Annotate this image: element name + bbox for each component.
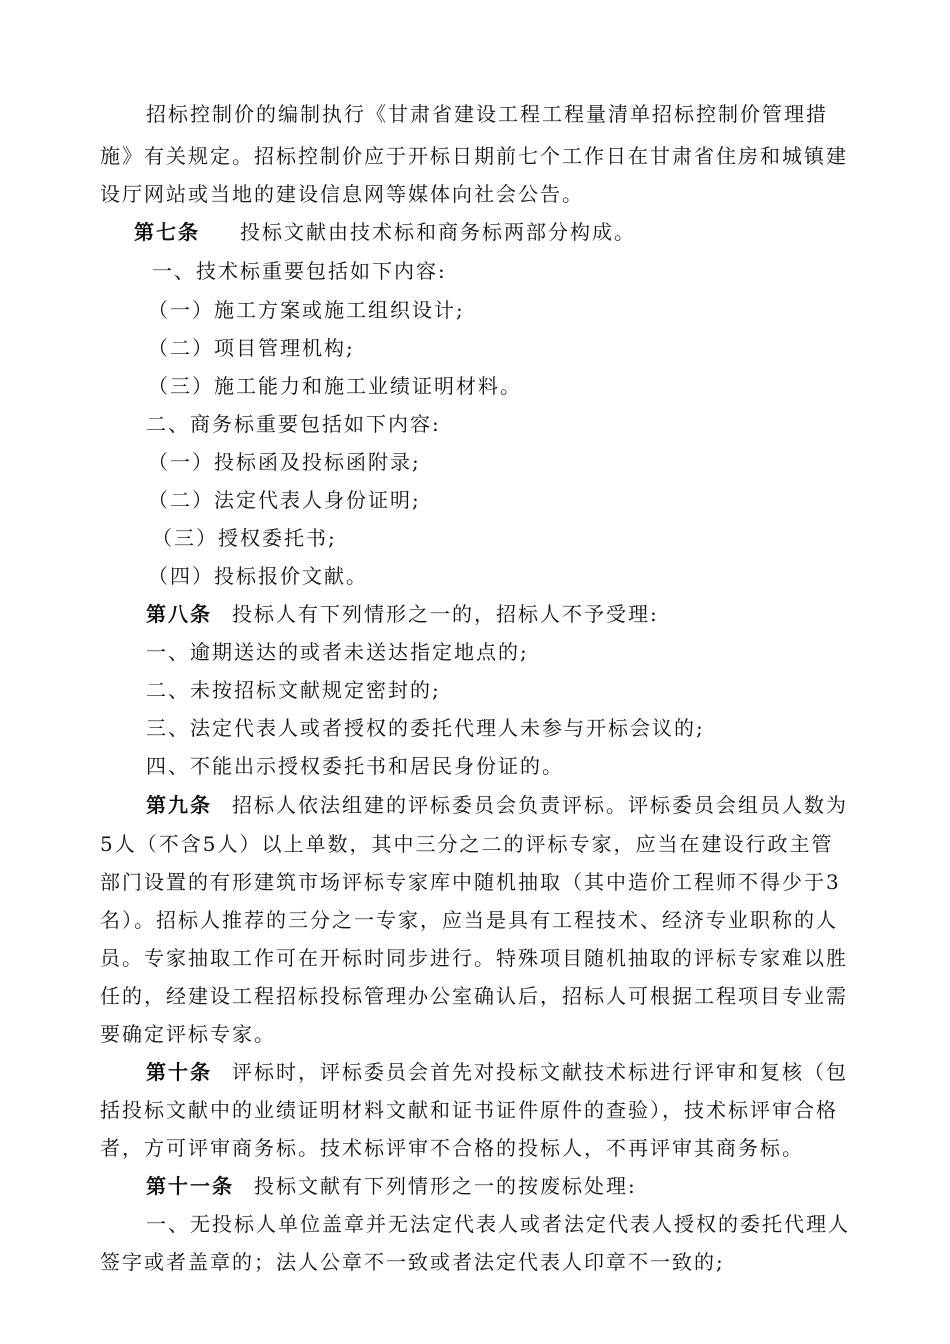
paragraph-line: 招标控制价的编制执行《甘肃省建设工程工程量清单招标控制价管理措: [146, 102, 828, 126]
article-text: 投标文献有下列情形之一的按废标处理:: [254, 1174, 637, 1198]
list-item: （三）授权委托书;: [152, 526, 337, 550]
article-text: 评标时，评标委员会首先对投标文献技术标进行评审和复核（包: [232, 1060, 848, 1084]
list-item: （一）施工方案或施工组织设计;: [148, 298, 465, 322]
paragraph-line: 名）。招标人推荐的三分之一专家，应当是具有工程技术、经济专业职称的人: [100, 908, 838, 932]
list-heading: 二、商务标重要包括如下内容:: [146, 412, 441, 436]
list-item: （四）投标报价文献。: [148, 564, 368, 588]
article-title: 第八条: [146, 602, 212, 626]
list-heading: 一、技术标重要包括如下内容:: [152, 259, 447, 283]
article-title: 第九条: [146, 793, 212, 817]
list-item: （一）投标函及投标函附录;: [148, 450, 421, 474]
article-title: 第十条: [146, 1060, 212, 1084]
list-item: （二）法定代表人身份证明;: [148, 488, 421, 512]
article-7: [134, 220, 894, 244]
article-9: [146, 793, 906, 817]
paragraph-line: 5人（不含5人）以上单数，其中三分之二的评标专家，应当在建设行政主管: [100, 832, 834, 856]
article-text: 招标人依法组建的评标委员会负责评标。评标委员会组员人数为: [232, 793, 848, 817]
list-item: （三）施工能力和施工业绩证明材料。: [148, 374, 522, 398]
paragraph-line: 部门设置的有形建筑市场评标专家库中随机抽取（其中造价工程师不得少于3: [100, 870, 841, 894]
list-item: 一、逾期送达的或者未送达指定地点的;: [146, 640, 529, 664]
list-item: 四、不能出示授权委托书和居民身份证的。: [146, 754, 564, 778]
article-10: [146, 1060, 906, 1084]
article-text: 投标文献由技术标和商务标两部分构成。: [240, 220, 636, 244]
paragraph-line: 签字或者盖章的；法人公章不一致或者法定代表人印章不一致的;: [100, 1250, 725, 1274]
list-item: 二、未按招标文献规定密封的;: [146, 678, 441, 702]
paragraph-line: 要确定评标专家。: [100, 1022, 276, 1046]
list-item: 三、法定代表人或者授权的委托代理人未参与开标会议的;: [146, 716, 705, 740]
paragraph-line: 者，方可评审商务标。技术标评审不合格的投标人，不再评审其商务标。: [100, 1136, 804, 1160]
article-title: 第七条: [134, 220, 200, 244]
paragraph-line: 设厅网站或当地的建设信息网等媒体向社会公告。: [100, 182, 584, 206]
paragraph-line: 括投标文献中的业绩证明材料文献和证书证件原件的查验），技术标评审合格: [100, 1098, 838, 1122]
article-title: 第十一条: [146, 1174, 234, 1198]
article-8: [146, 602, 906, 626]
list-item: （二）项目管理机构;: [148, 336, 355, 360]
paragraph-line: 施》有关规定。招标控制价应于开标日期前七个工作日在甘肃省住房和城镇建: [100, 144, 848, 168]
article-11: [146, 1174, 906, 1198]
paragraph-line: 任的，经建设工程招标投标管理办公室确认后，招标人可根据工程项目专业需: [100, 984, 848, 1008]
paragraph-line: 员。专家抽取工作可在开标时同步进行。特殊项目随机抽取的评标专家难以胜: [100, 946, 848, 970]
paragraph-line: 一、无投标人单位盖章并无法定代表人或者法定代表人授权的委托代理人: [146, 1212, 850, 1236]
article-text: 投标人有下列情形之一的，招标人不予受理:: [232, 602, 659, 626]
